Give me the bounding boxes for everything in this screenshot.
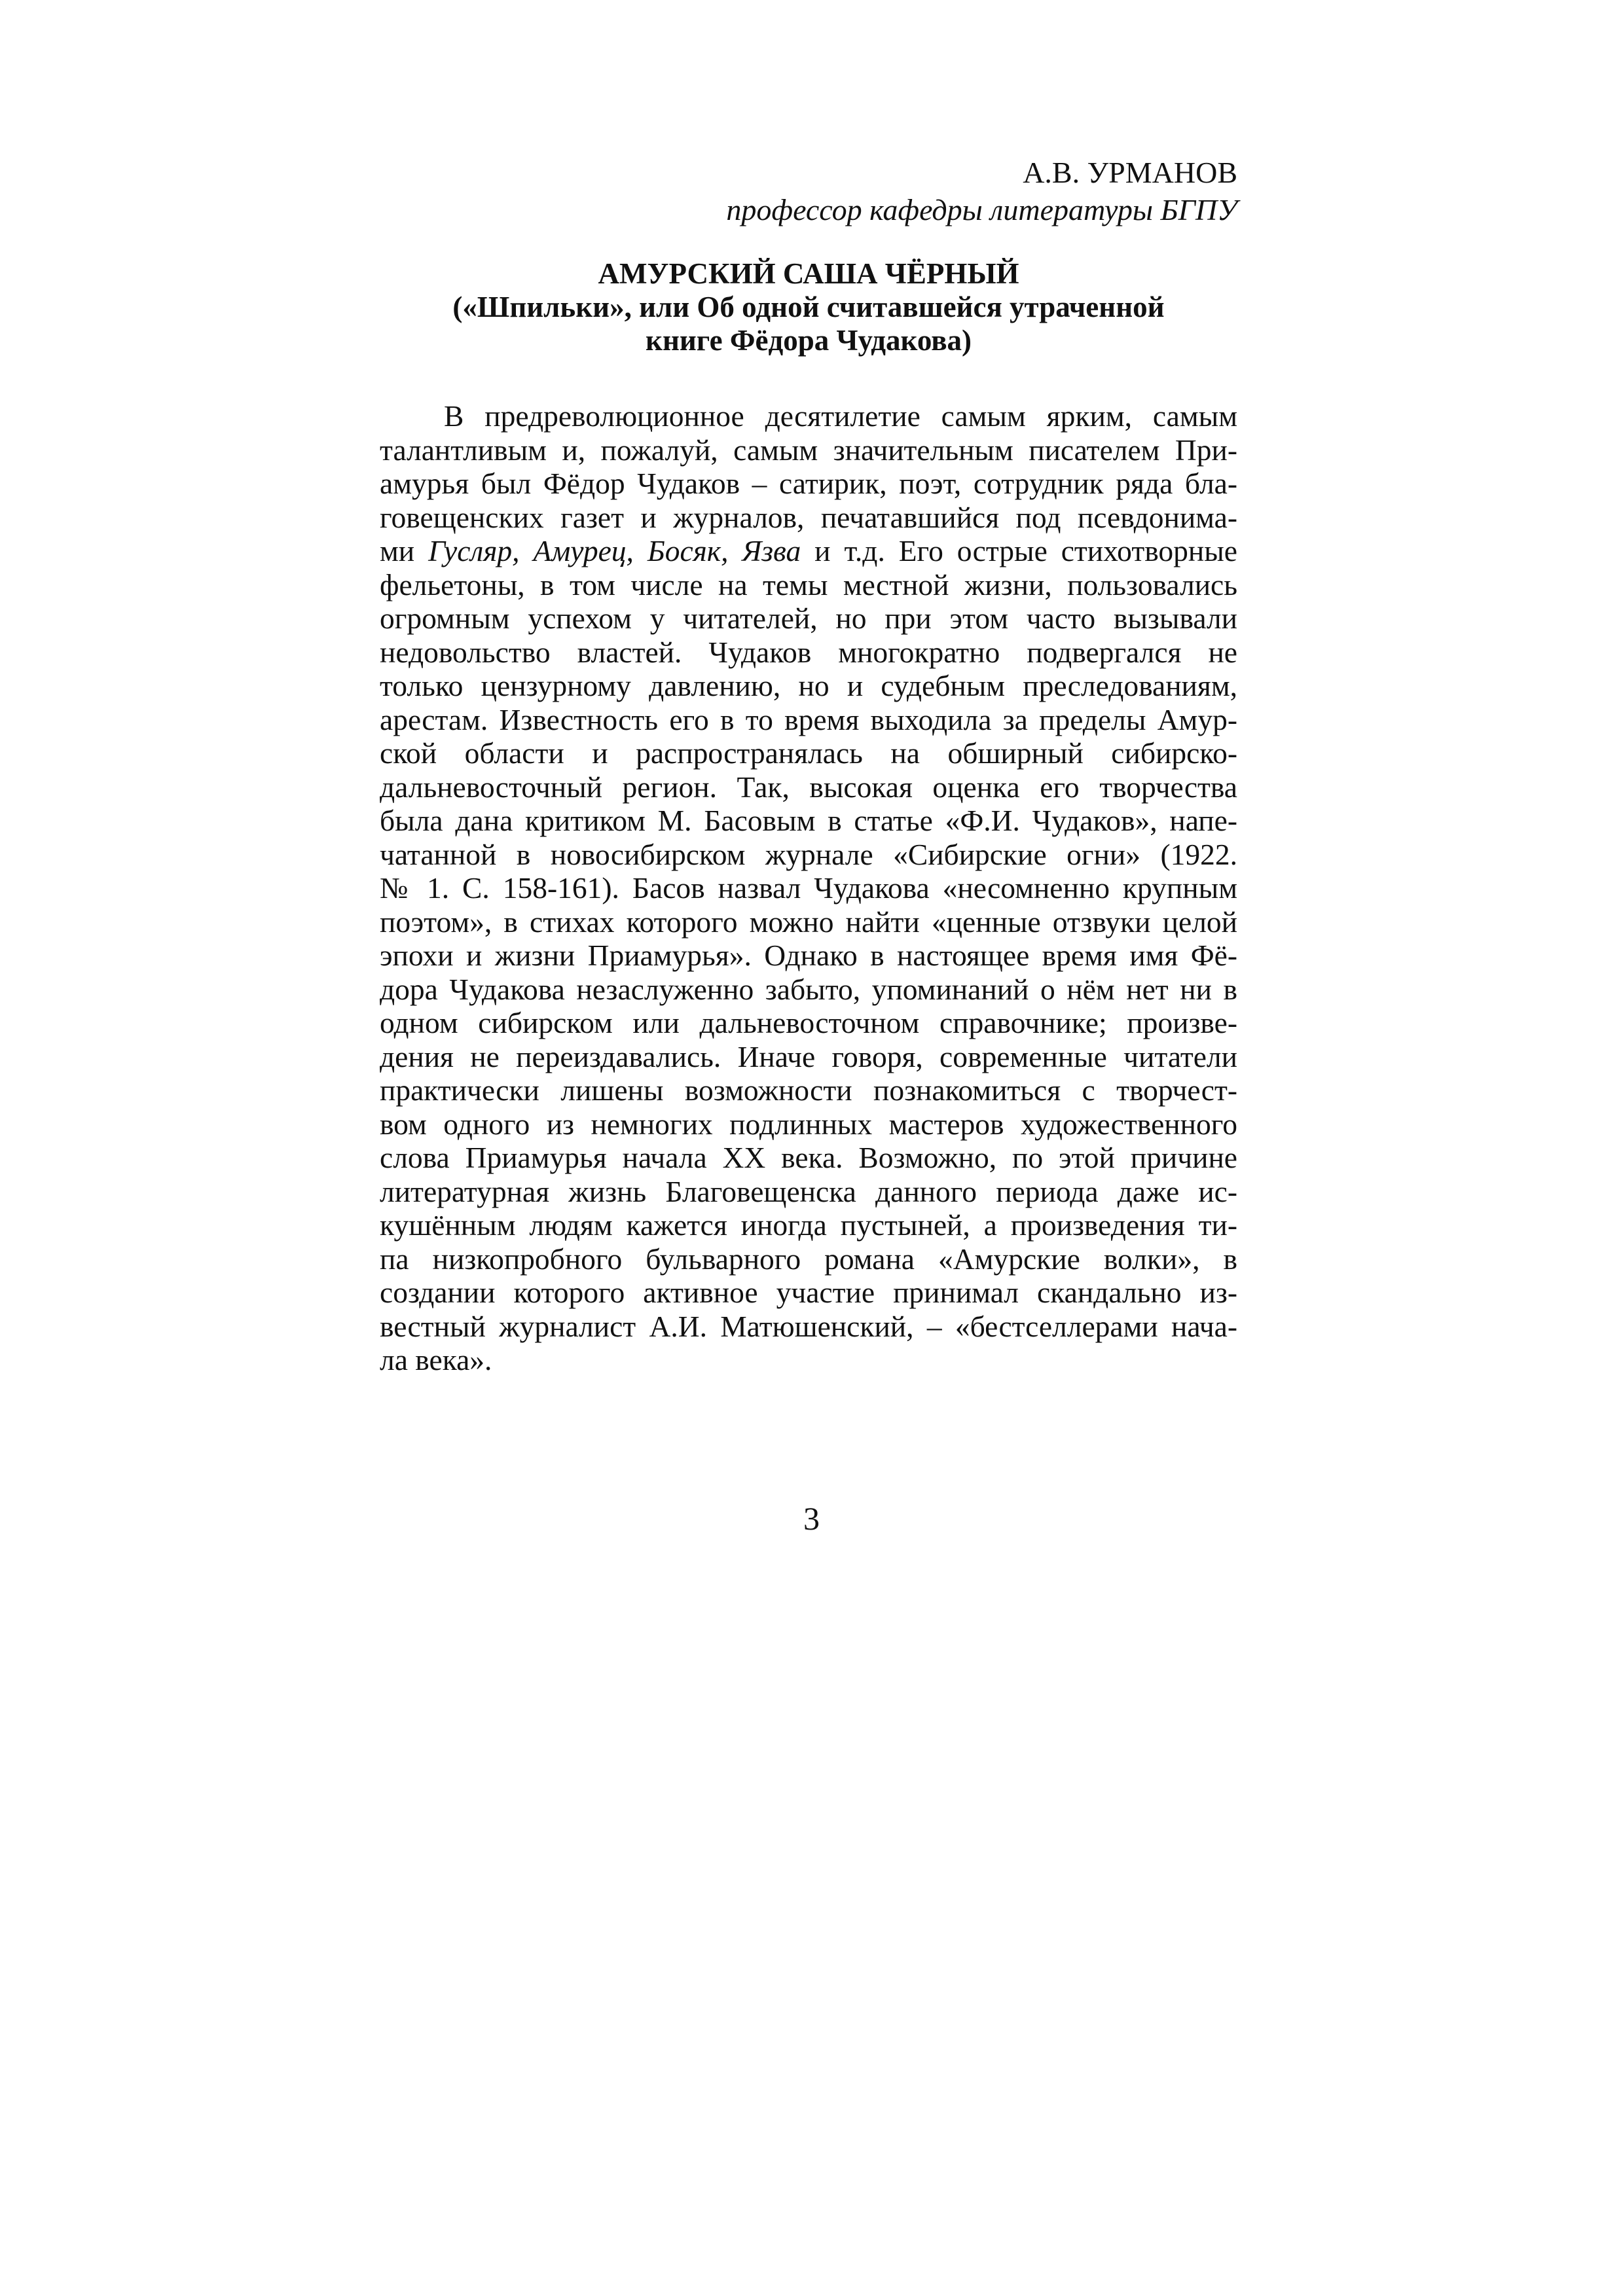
body-line: эпохи и жизни Приамурья». Однако в настоящее время имя Фё- <box>380 939 1237 972</box>
body-line: слова Приамурья начала XX века. Возможно, по этой причине <box>380 1141 1237 1174</box>
page-number: 3 <box>803 1500 820 1537</box>
author-name: А.В. УРМАНОВ <box>1023 156 1237 189</box>
body-line: поэтом», в стихах которого можно найти «ценные отзвуки целой <box>380 905 1237 939</box>
body-line: В предреволюционное десятилетие самым ярким, самым <box>444 399 1237 433</box>
body-line: дальневосточный регион. Так, высокая оценка его творчества <box>380 770 1237 804</box>
body-line-start: ми <box>380 534 429 567</box>
body-line: недовольство властей. Чудаков многократно подвергался не <box>380 635 1237 669</box>
body-line: создании которого активное участие принимал скандально из- <box>380 1276 1237 1309</box>
body-line-pseudonyms <box>380 534 1237 568</box>
body-line: дения не переиздавались. Иначе говоря, современные читатели <box>380 1039 1237 1073</box>
body-line-end: и т.д. Его острые стихотворные <box>801 534 1237 567</box>
body-line: вом одного из немногих подлинных мастеров художественного <box>380 1107 1237 1141</box>
body-line: практически лишены возможности познакомиться с творчест- <box>380 1073 1237 1107</box>
author-role: профессор кафедры литературы БГПУ <box>726 193 1237 226</box>
body-line: литературная жизнь Благовещенска данного периода даже ис- <box>380 1174 1237 1208</box>
body-line: была дана критиком М. Басовым в статье «Ф.И. Чудаков», напе- <box>380 804 1237 837</box>
body-line: дора Чудакова незаслуженно забыто, упоминаний о нём нет ни в <box>380 972 1237 1006</box>
body-line: только цензурному давлению, но и судебным преследованиям, <box>380 669 1237 702</box>
body-line: вестный журналист А.И. Матюшенский, – «бестселлерами нача- <box>380 1309 1237 1343</box>
body-line: ской области и распространялась на обширный сибирско- <box>380 736 1237 770</box>
body-line: говещенских газет и журналов, печатавшийся под псевдонима- <box>380 500 1237 534</box>
body-line: чатанной в новосибирском журнале «Сибирские огни» (1922. <box>380 837 1237 871</box>
title-line-2: («Шпильки», или Об одной считавшейся утраченной <box>452 291 1165 323</box>
body-line: № 1. С. 158-161). Басов назвал Чудакова «несомненно крупным <box>380 871 1237 905</box>
title-line-3: книге Фёдора Чудакова) <box>646 324 972 357</box>
article-body <box>380 399 1237 1377</box>
pseudonyms: Гусляр, Амурец, Босяк, Язва <box>428 534 801 567</box>
body-line: амурья был Фёдор Чудаков – сатирик, поэт, сотрудник ряда бла- <box>380 467 1237 500</box>
body-line: фельетоны, в том числе на темы местной жизни, пользовались <box>380 567 1237 601</box>
body-line: одном сибирском или дальневосточном справочнике; произве- <box>380 1006 1237 1039</box>
body-line: кушённым людям кажется иногда пустыней, а произведения ти- <box>380 1208 1237 1242</box>
body-line: па низкопробного бульварного романа «Амурские волки», в <box>380 1242 1237 1276</box>
body-line: талантливым и, пожалуй, самым значительным писателем При- <box>380 433 1237 467</box>
article-title <box>380 257 1237 357</box>
body-line: огромным успехом у читателей, но при этом часто вызывали <box>380 601 1237 635</box>
title-line-1: АМУРСКИЙ САША ЧЁРНЫЙ <box>598 257 1019 290</box>
body-line: арестам. Известность его в то время выходила за пределы Амур- <box>380 702 1237 736</box>
body-line: ла века». <box>380 1343 492 1376</box>
